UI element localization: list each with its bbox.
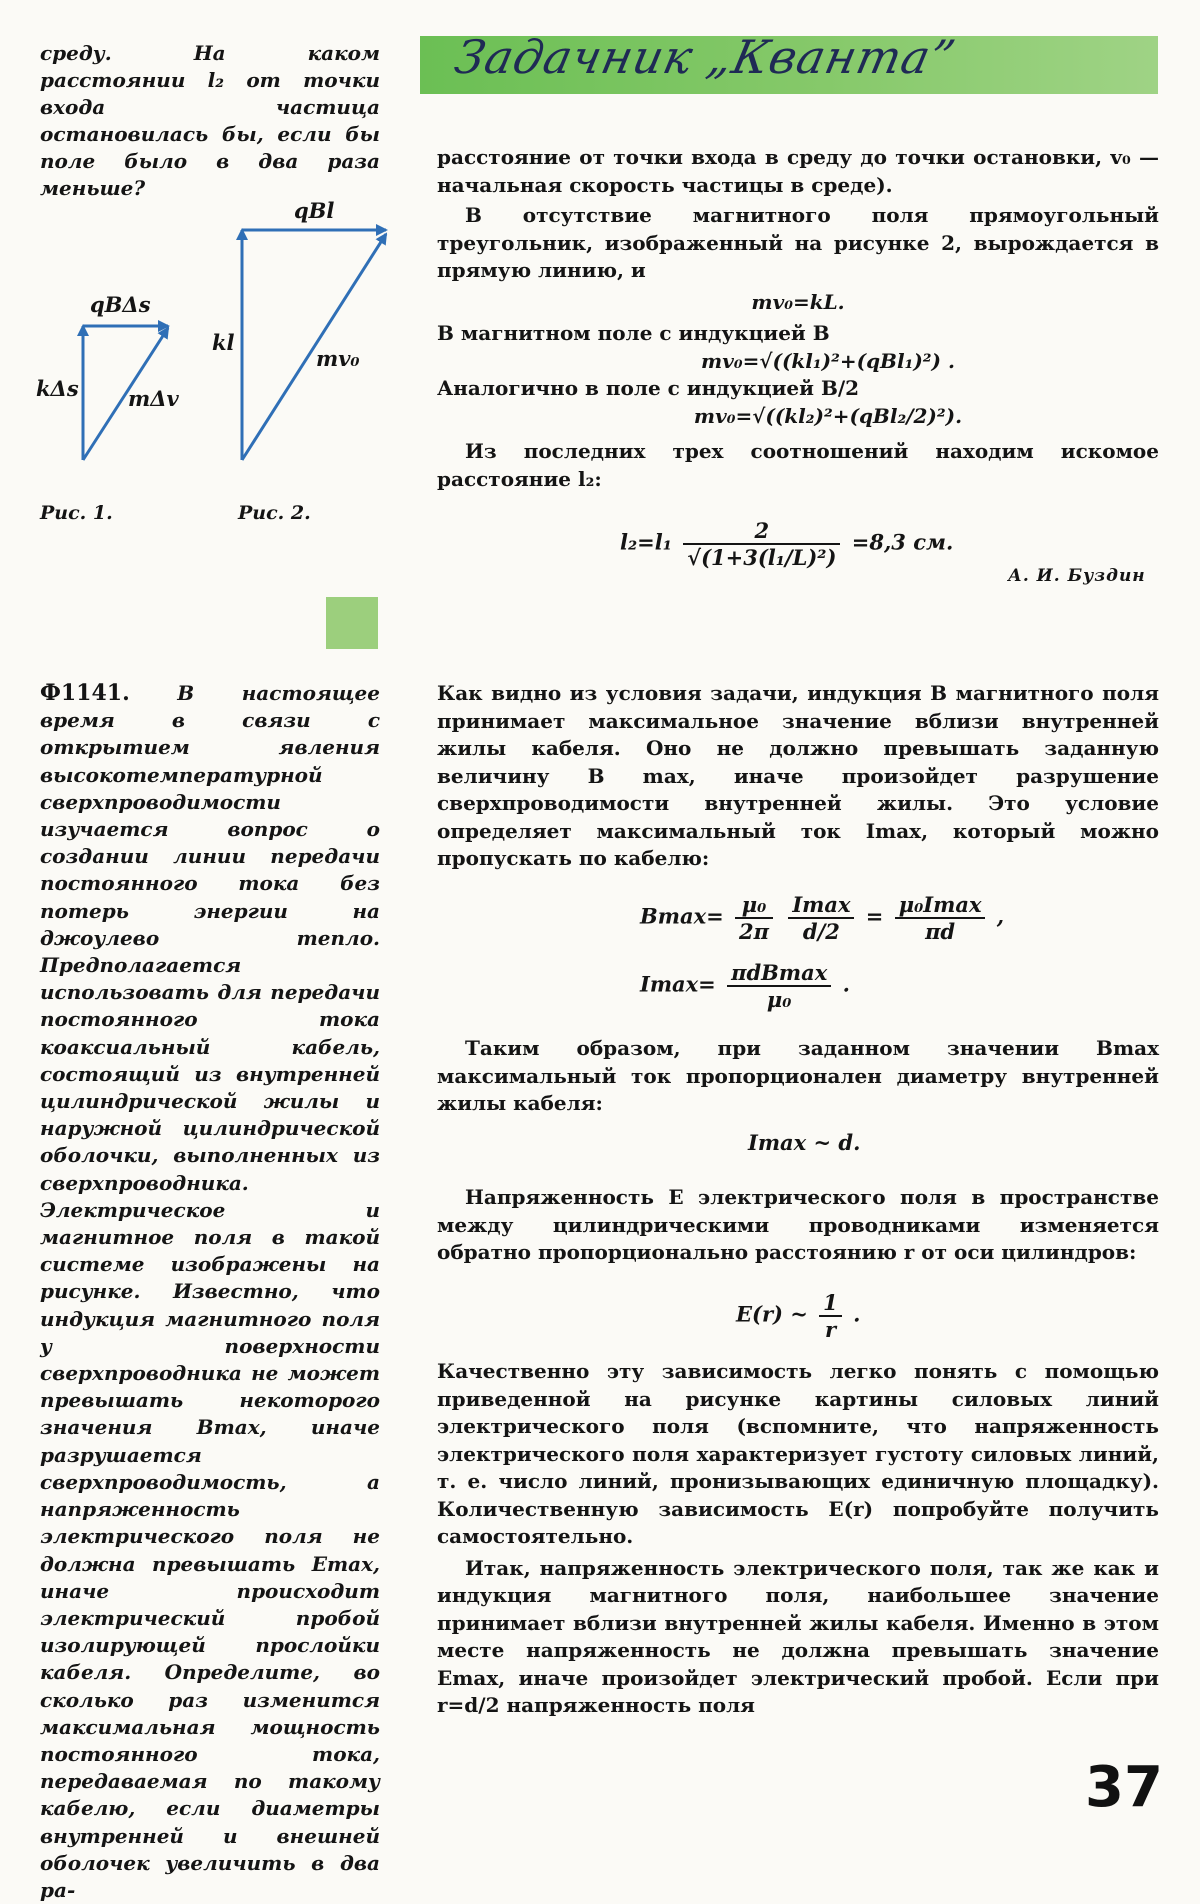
- eq-bmax-equals: =: [865, 903, 884, 929]
- eq-bmax-frac1: [735, 892, 773, 944]
- solution-paragraph: В магнитном поле с индукцией B: [437, 321, 830, 345]
- fig1-label-top: qBΔs: [90, 292, 151, 317]
- eq-er-left: E(r) ~: [736, 1301, 808, 1327]
- solution-paragraph: Напряженность E электрического поля в пространстве между цилиндрическими проводниками изменяется обратно пропорционально расстоянию r от оси цилиндров:: [437, 1185, 1159, 1264]
- solution-f1141-part4: [437, 1358, 1159, 1720]
- problem-continuation-text: среду. На каком расстоянии l₂ от точки входа частица остановилась бы, если бы поле было в два раза меньше?: [40, 41, 380, 200]
- eq-bmax-end: ,: [996, 903, 1005, 929]
- equation-field-b: mv₀=√((kl₁)²+(qBl₁)²) .: [701, 348, 955, 373]
- solution-paragraph: В отсутствие магнитного поля прямоугольный треугольник, изображенный на рисунке 2, вырождается в прямую линию, и: [437, 203, 1159, 282]
- solution-paragraph: Как видно из условия задачи, индукция B магнитного поля принимает максимальное значение вблизи внутренней жилы кабеля. Оно не должно превышать заданную величину B max, иначе произойдет разрушение сверхпроводимости внутренней жилы. Это условие определяет максимальный ток Imax, который можно пропускать по кабелю:: [437, 681, 1159, 870]
- solution-f1141-part2: [437, 1035, 1159, 1118]
- eq-bmax-frac3-num: μ₀Imax: [895, 892, 986, 919]
- equation-imax: [640, 960, 850, 1012]
- eq-bmax-frac1-num: μ₀: [735, 892, 773, 919]
- previous-solution: [437, 144, 1159, 493]
- eq-imax-num: πdBmax: [727, 960, 831, 987]
- eq-l2-denominator: √(1+3(l₁/L)²): [687, 545, 837, 570]
- eq-imax-frac: [727, 960, 831, 1012]
- solution-paragraph: Из последних трех соотношений находим искомое расстояние l₂:: [437, 439, 1159, 491]
- page-number: 37: [1085, 1755, 1163, 1820]
- eq-er-frac: [819, 1290, 842, 1342]
- fig2-caption: Рис. 2.: [238, 502, 311, 524]
- eq-imax-left: Imax=: [640, 971, 716, 997]
- eq-bmax-frac3: [895, 892, 986, 944]
- solution-paragraph: Таким образом, при заданном значении Bmax максимальный ток пропорционален диаметру внутренней жилы кабеля:: [437, 1036, 1159, 1115]
- equation-field-b-half: mv₀=√((kl₂)²+(qBl₂/2)²).: [693, 403, 963, 428]
- problem-text: В настоящее время в связи с открытием явления высокотемпературной сверхпроводимости изучается вопрос о создании линии передачи постоянного тока без потерь энергии на джоулево тепло. Предполагается использовать для передачи постоянного тока коаксиальный кабель, состоящий из внутренней цилиндрической жилы и наружной цилиндрической оболочки, выполненных из сверхпроводника. Электрическое и магнитное поля в такой системе изображены на рисунке. Известно, что индукция магнитного поля у поверхности сверхпроводника не может превышать некоторого значения Bmax, иначе разрушается сверхпроводимость, а напряженность электрического поля не должна превышать Emax, иначе происходит электрический пробой изолирующей прослойки кабеля. Определите, во сколько раз изменится максимальная мощность постоянного тока, передаваемая по такому кабелю, если диаметры внутренней и внешней оболочек увеличить в два ра-: [40, 681, 380, 1902]
- eq-l2-numerator: 2: [683, 518, 840, 545]
- problem-number: Ф1141.: [40, 680, 130, 706]
- solution-paragraph: Аналогично в поле с индукцией B/2: [437, 376, 860, 400]
- author-signature: А. И. Буздин: [1008, 566, 1146, 586]
- fig1-caption: Рис. 1.: [40, 502, 113, 524]
- eq-imax-end: .: [842, 971, 850, 997]
- eq-er-den: r: [824, 1317, 837, 1342]
- eq-imax-den: μ₀: [766, 987, 792, 1012]
- eq-bmax-frac3-den: πd: [925, 919, 956, 944]
- fig1-label-diag: mΔv: [128, 386, 179, 411]
- eq-bmax-frac2-num: Imax: [788, 892, 854, 919]
- figure-2-triangle: [242, 230, 386, 460]
- solution-f1141: [437, 680, 1159, 873]
- eq-l2-right: =8,3 см.: [851, 529, 954, 555]
- section-title: Задачник „Кванта”: [450, 30, 961, 84]
- eq-er-end: .: [853, 1301, 861, 1327]
- fig2-label-diag: mv₀: [316, 346, 360, 371]
- equation-e-of-r: [736, 1290, 860, 1342]
- fig1-label-left: kΔs: [36, 376, 79, 401]
- solution-paragraph: Качественно эту зависимость легко понять с помощью приведенной на рисунке картины силовых линий электрического поля (вспомните, что напряженность электрического поля характеризует густоту силовых линий, т. е. число линий, пронизывающих единичную площадку). Количественную зависимость E(r) попробуйте получить самостоятельно.: [437, 1359, 1159, 1548]
- fig2-label-top: qBl: [294, 198, 335, 223]
- solution-paragraph: расстояние от точки входа в среду до точки остановки, v₀ — начальная скорость частицы в среде).: [437, 145, 1159, 197]
- eq-bmax-frac1-den: 2π: [739, 919, 769, 944]
- section-marker-square: [326, 597, 378, 649]
- problem-f1141: [40, 680, 380, 1904]
- eq-l2-left: l₂=l₁: [620, 529, 672, 555]
- eq-bmax-frac2-den: d/2: [802, 919, 840, 944]
- eq-er-num: 1: [819, 1290, 842, 1317]
- eq-bmax-left: Bmax=: [640, 903, 724, 929]
- equation-mv0-kL: mv₀=kL.: [751, 289, 845, 314]
- fig2-vector-mv0: [242, 234, 386, 460]
- solution-f1141-part3: [437, 1184, 1159, 1267]
- equation-l2-result: [620, 518, 953, 570]
- equation-imax-prop-d: Imax ~ d.: [748, 1130, 861, 1155]
- eq-l2-fraction: [683, 518, 840, 570]
- fig2-label-left: kl: [212, 330, 235, 355]
- equation-bmax: [640, 892, 1004, 944]
- eq-bmax-frac2: [788, 892, 854, 944]
- solution-paragraph: Итак, напряженность электрического поля, так же как и индукция магнитного поля, наибольшее значение принимает вблизи внутренней жилы кабеля. Именно в этом месте напряженность не должна превышать значение Emax, иначе произойдет электрический пробой. Если при r=d/2 напряженность поля: [437, 1555, 1159, 1717]
